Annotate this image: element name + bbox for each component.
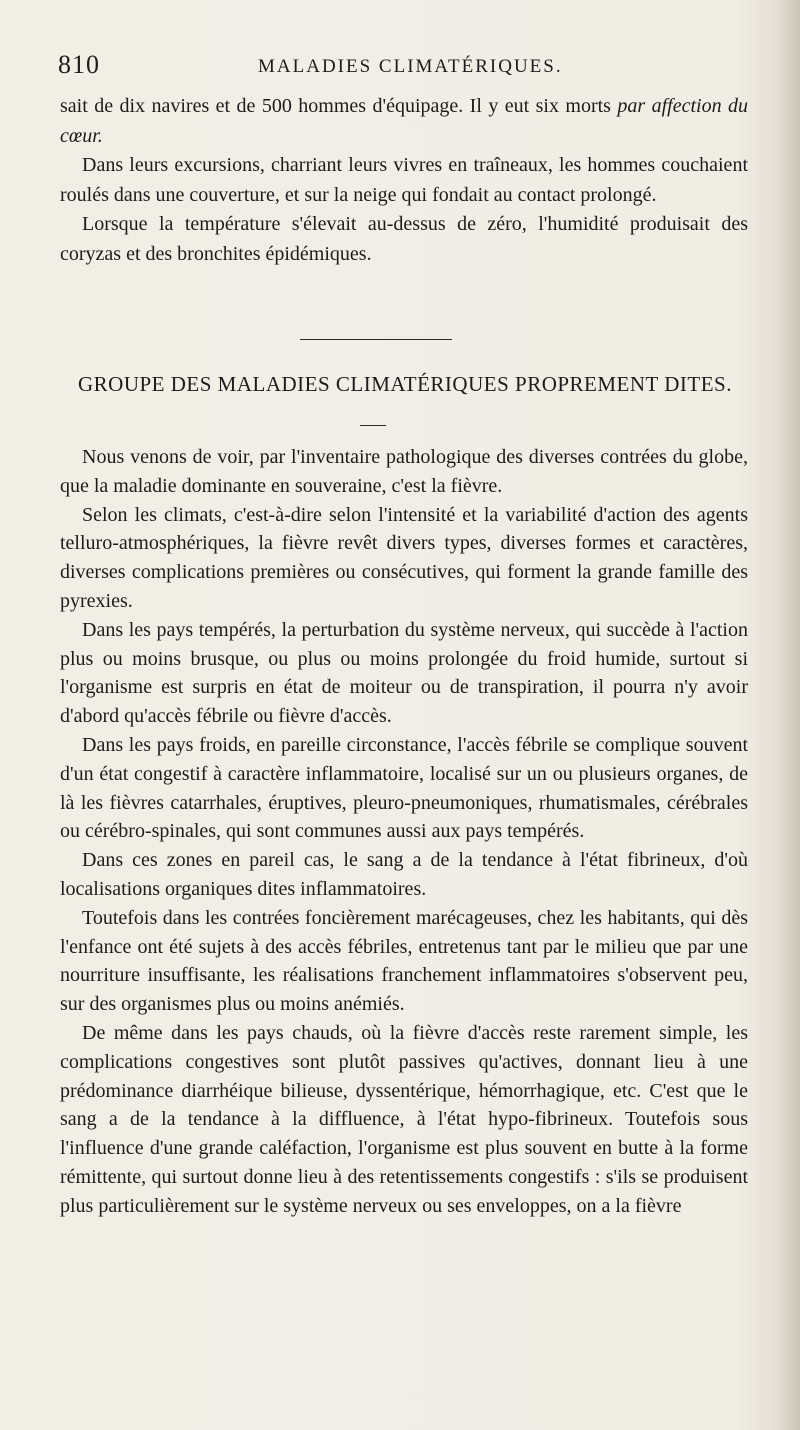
- paragraph: Selon les climats, c'est-à-dire selon l'intensité et la variabilité d'action des agents telluro-atmosphériques, la fièvre revêt divers types, diverses formes et caractères, diverses complications premières ou consécutives, qui forment la grande famille des pyrexies.: [60, 503, 748, 612]
- intro-paragraph-1-text: sait de dix navires et de 500 hommes d'équipage. Il y eut six morts: [60, 95, 618, 117]
- paragraph: Dans les pays froids, en pareille circonstance, l'accès fébrile se complique souvent d'un état congestif à caractère inflammatoire, localisé sur un ou plusieurs organes, de là les fièvres catarrhales, éruptives, pleuro-pneumoniques, rhumatismales, cérébrales ou cérébro-spinales, qui sont communes aussi aux pays tempérés.: [60, 733, 748, 843]
- intro-paragraph-1: [60, 92, 748, 151]
- separator-rule: [300, 339, 452, 340]
- section-title: GROUPE DES MALADIES CLIMATÉRIQUES PROPREMENT DITES.: [78, 372, 732, 396]
- paragraph: De même dans les pays chauds, où la fièvre d'accès reste rarement simple, les complications congestives sont plutôt passives qu'actives, donnant lieu à une prédominance diarrhéique bilieuse, dyssentérique, hémorrhagique, etc. C'est que le sang a de la tendance à la diffluence, à l'état hypo-fibrineux. Toutefois sous l'influence d'une grande caléfaction, l'organisme est plus souvent en butte à la forme rémittente, qui surtout donne lieu à des retentissements congestifs : s'ils se produisent plus particulièrement sur le système nerveux ou ses enveloppes, on a la fièvre: [60, 1021, 748, 1217]
- running-head: MALADIES CLIMATÉRIQUES.: [258, 56, 563, 77]
- paragraph: Dans les pays tempérés, la perturbation du système nerveux, qui succède à l'action plus ou moins brusque, ou plus ou moins prolongée du froid humide, surtout si l'organisme est surpris en état de moiteur ou de transpiration, il pourra n'y avoir d'abord qu'accès fébrile ou fièvre d'accès.: [60, 618, 748, 728]
- intro-paragraph-1-italic: par affection du cœur.: [60, 95, 748, 147]
- page-header: [58, 50, 758, 90]
- intro-text: [60, 92, 748, 269]
- main-text: [60, 443, 748, 1221]
- intro-paragraph-3: Lorsque la température s'élevait au-dessus de zéro, l'humidité produisait des coryzas et des bronchites épidémiques.: [60, 213, 748, 265]
- paragraph: Dans ces zones en pareil cas, le sang a de la tendance à l'état fibrineux, d'où localisations organiques dites inflammatoires.: [60, 849, 748, 900]
- paragraph: Nous venons de voir, par l'inventaire pathologique des diverses contrées du globe, que la maladie dominante en souveraine, c'est la fièvre.: [60, 446, 748, 497]
- intro-paragraph-2: Dans leurs excursions, charriant leurs vivres en traîneaux, les hommes couchaient roulés dans une couverture, et sur la neige qui fondait au contact prolongé.: [60, 154, 748, 206]
- title-underline-rule: [360, 425, 386, 426]
- paragraph: Toutefois dans les contrées foncièrement marécageuses, chez les habitants, qui dès l'enfance ont été sujets à des accès fébriles, entretenus tant par le milieu que par une nourriture insuffisante, les réalisations franchement inflammatoires s'observent peu, sur des organismes plus ou moins anémiés.: [60, 906, 748, 1016]
- page-number: 810: [58, 50, 100, 79]
